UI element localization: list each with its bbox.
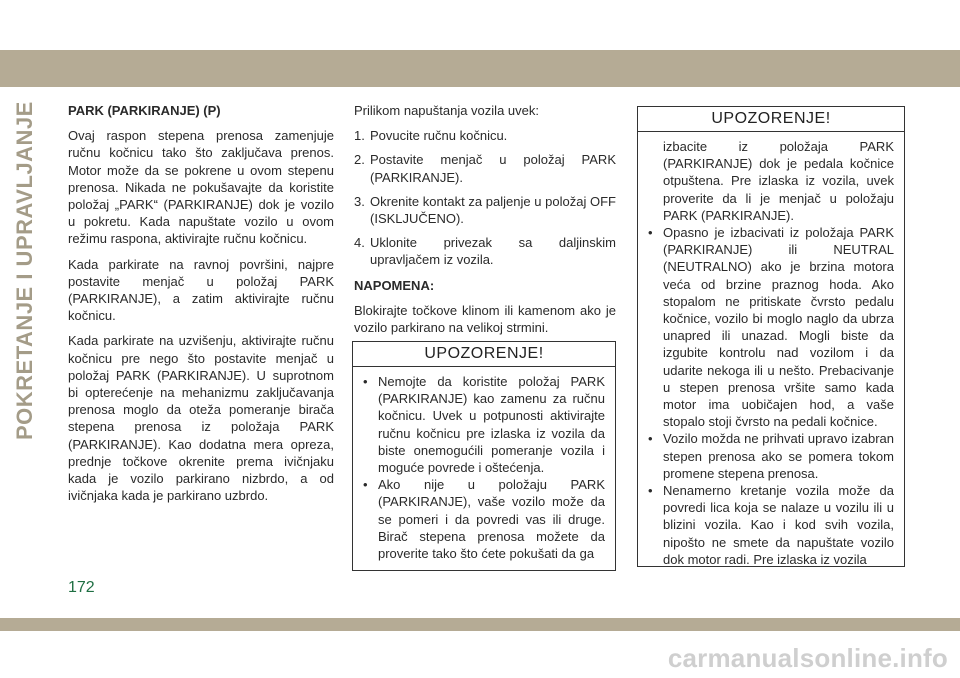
paragraph: Kada parkirate na ravnoj površini, najpre postavite menjač u položaj PARK (PARKIRANJE), a zatim aktivirajte ručnu kočnicu.	[68, 256, 334, 324]
warning-text: Opasno je izbacivati iz položaja PARK (PARKIRANJE) ili NEUTRAL (NEUTRALNO) ako je brzina motora veća od brzine praznog hoda. Ako stopalom ne pritiskate čvrsto pedalu kočnice, vozilo bi moglo naglo da ubrza unapred ili unazad. Mogli biste da izgubite kontrolu nad vozilom i da udarite nekoga ili u nešto. Prebacivanje u stepen prenosa vršite samo kada motor ima uobičajen hod, a vaše stopalo stoji čvrsto na pedali kočnice.	[663, 225, 894, 430]
intro-text: Prilikom napuštanja vozila uvek:	[354, 103, 539, 118]
middle-column	[354, 102, 616, 344]
watermark-text: carmanualsonline.info	[667, 643, 948, 673]
list-item	[648, 482, 894, 567]
warning-continuation: izbacite iz položaja PARK (PARKIRANJE) dok je pedala kočnice otpuštena. Pre izlaska iz vozila, uvek proverite da li je menjač u položaju PARK (PARKIRANJE).	[663, 139, 894, 223]
note-text: Blokirajte točkove klinom ili kamenom ako je vozilo parkirano na velikoj strmini.	[354, 302, 616, 336]
page-number: 172	[68, 579, 95, 596]
list-item	[354, 127, 616, 144]
warning-list	[648, 224, 894, 567]
footer-band	[0, 618, 960, 631]
bullet-icon: •	[648, 483, 653, 499]
list-item	[363, 373, 605, 476]
step-number: 1.	[354, 128, 365, 144]
paragraph: Ovaj raspon stepena prenosa zamenjuje ručnu kočnicu tako što zaključava prenos. Motor može da se pokrene u ovom stepenu prenosa. Nikada ne pokušavajte da koristite položaj „PARK“ (PARKIRANJE) dok je vozilo u pokretu. Kada napuštate vozilo u ovom režimu raspona, aktivirajte ručnu kočnicu.	[68, 128, 334, 247]
step-number: 2.	[354, 152, 365, 168]
warning-body	[638, 132, 904, 567]
bullet-icon: •	[363, 477, 368, 493]
warning-text: Vozilo možda ne prihvati upravo izabran stepen prenosa ako se pomera tokom promene stepena prenosa.	[663, 431, 894, 481]
list-item	[648, 224, 894, 430]
warning-title: UPOZORENJE!	[638, 107, 904, 132]
section-side-title: POKRETANJE I UPRAVLJANJE	[12, 101, 37, 440]
bullet-icon: •	[363, 374, 368, 389]
watermark	[0, 643, 960, 674]
step-number: 3.	[354, 193, 365, 209]
note-title: NAPOMENA:	[354, 277, 435, 293]
step-number: 4.	[354, 235, 365, 251]
list-item	[354, 234, 616, 268]
paragraph: Kada parkirate na uzvišenju, aktivirajte ručnu kočnicu pre nego što postavite menjač u položaj PARK (PARKIRANJE). U suprotnom bi opterećenje na mehanizmu zaključavanja prenosa moglo da oteža pomeranje birača stepena prenosa iz položaja PARK (PARKIRANJE). Kao dodatna mera opreza, prednje točkove okrenite prema ivičnjaku kada je vozilo parkirano nizbrdo, a od ivičnjaka kada je parkirano uzbrdo.	[68, 333, 334, 504]
warning-list	[363, 373, 605, 562]
list-item	[354, 193, 616, 227]
step-text: Postavite menjač u položaj PARK (PARKIRANJE).	[370, 152, 616, 185]
steps-list	[354, 127, 616, 268]
header-band	[0, 50, 960, 87]
section-heading: PARK (PARKIRANJE) (P)	[68, 103, 221, 118]
list-item	[648, 430, 894, 482]
list-item	[363, 476, 605, 562]
warning-text: Nenamerno kretanje vozila može da povredi lica koja se nalaze u vozilu ili u blizini vozila. Kao i kod svih vozila, nipošto ne smete da napuštate vozilo dok motor radi. Pre izlaska iz vozila	[663, 483, 894, 567]
left-column	[68, 102, 334, 512]
bullet-icon: •	[648, 225, 653, 241]
warning-text: Nemojte da koristite položaj PARK (PARKIRANJE) kao zamenu za ručnu kočnicu. Uvek u potpunosti aktivirajte ručnu kočnicu pre izlaska iz vozila da biste onemogućili pomeranje vozila i moguće povrede i oštećenja.	[378, 374, 605, 476]
warning-box-continued	[637, 106, 905, 567]
warning-title: UPOZORENJE!	[353, 342, 615, 367]
warning-text: Ako nije u položaju PARK (PARKIRANJE), vaše vozilo može da se pomeri i da povredi vas ili druge. Birač stepena prenosa možete da proverite tako što ćete pokušati da ga	[378, 477, 605, 562]
bullet-icon: •	[648, 431, 653, 447]
step-text: Povucite ručnu kočnicu.	[370, 128, 508, 144]
warning-body	[353, 367, 615, 562]
step-text: Uklonite privezak sa daljinskim upravljačem iz vozila.	[370, 235, 616, 268]
list-item	[354, 151, 616, 185]
warning-box	[352, 341, 616, 571]
step-text: Okrenite kontakt za paljenje u položaj OFF (ISKLJUČENO).	[370, 193, 616, 227]
